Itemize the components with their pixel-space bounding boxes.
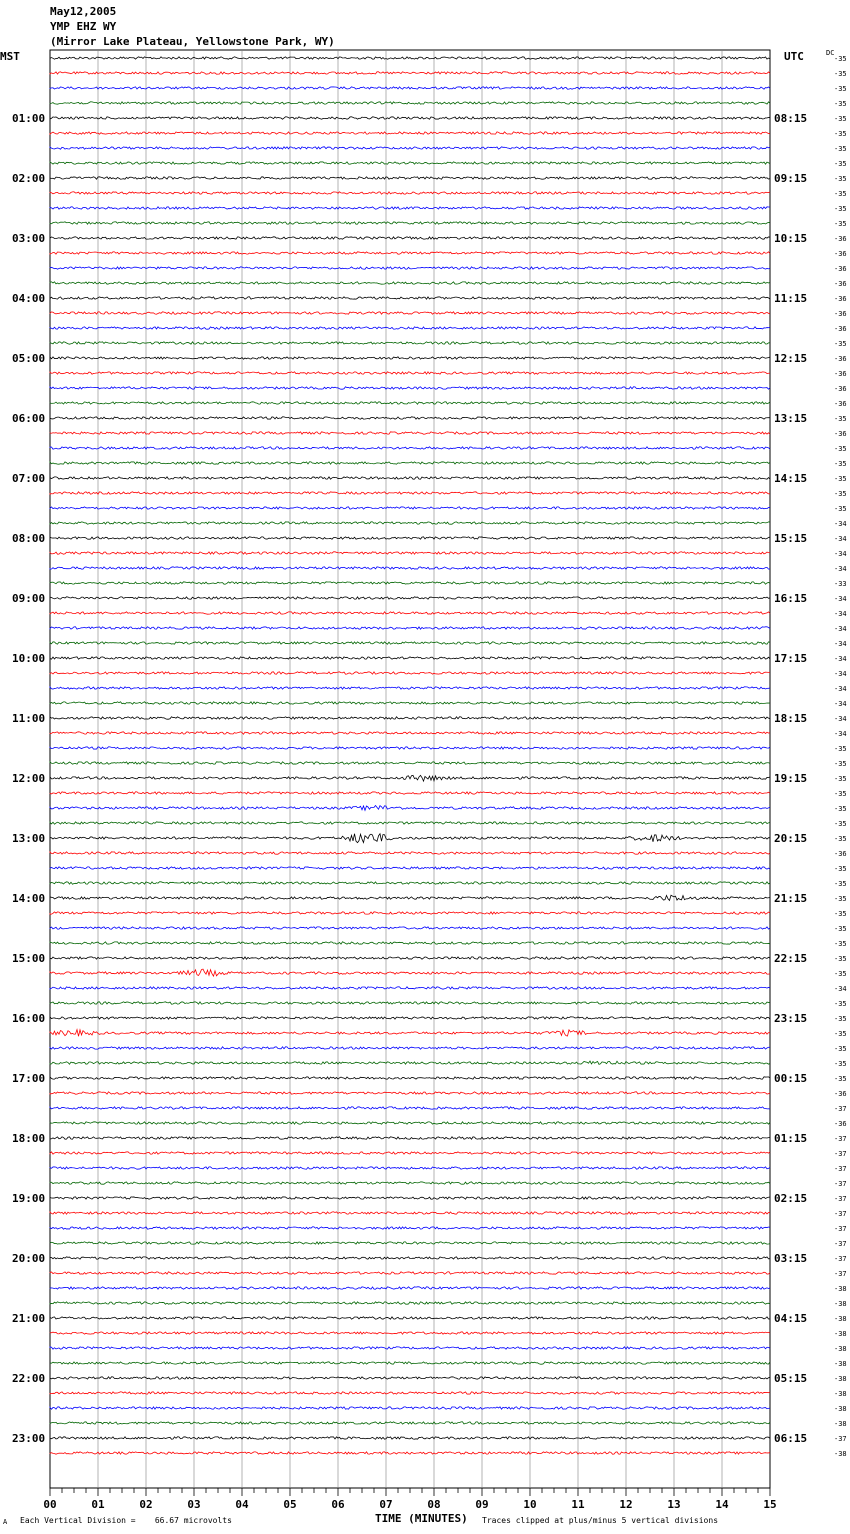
dc-offset-label: -37 bbox=[834, 1435, 847, 1443]
trace-row bbox=[50, 492, 770, 494]
right-hour-label: 11:15 bbox=[774, 292, 808, 305]
left-hour-label: 17:00 bbox=[12, 1072, 46, 1085]
trace-row bbox=[50, 792, 770, 794]
dc-offset-label: -35 bbox=[834, 925, 847, 933]
trace-row bbox=[50, 657, 770, 659]
trace-row bbox=[50, 702, 770, 704]
right-hour-label: 20:15 bbox=[774, 832, 808, 845]
trace-row bbox=[50, 1137, 770, 1139]
left-hour-label: 22:00 bbox=[12, 1372, 46, 1385]
dc-offset-label: -38 bbox=[834, 1345, 847, 1353]
dc-offset-label: -35 bbox=[834, 745, 847, 753]
dc-offset-label: -35 bbox=[834, 895, 847, 903]
left-hour-label: 04:00 bbox=[12, 292, 46, 305]
dc-offset-label: -36 bbox=[834, 850, 847, 858]
trace-row bbox=[50, 132, 770, 134]
trace-row bbox=[50, 805, 770, 810]
trace-row bbox=[50, 1437, 770, 1439]
dc-offset-label: -35 bbox=[834, 100, 847, 108]
trace-row bbox=[50, 1287, 770, 1289]
x-tick-label: 01 bbox=[91, 1498, 105, 1511]
trace-row bbox=[50, 387, 770, 389]
right-hour-label: 09:15 bbox=[774, 172, 808, 185]
x-tick-label: 12 bbox=[619, 1498, 633, 1511]
dc-offset-label: -35 bbox=[834, 865, 847, 873]
x-tick-label: 13 bbox=[667, 1498, 681, 1511]
trace-row bbox=[50, 402, 770, 404]
dc-offset-label: -35 bbox=[834, 505, 847, 513]
trace-row bbox=[50, 867, 770, 869]
dc-offset-label: -33 bbox=[834, 580, 847, 588]
dc-offset-label: -35 bbox=[834, 940, 847, 948]
dc-offset-label: -35 bbox=[834, 1030, 847, 1038]
trace-row bbox=[50, 1347, 770, 1349]
dc-offset-label: -36 bbox=[834, 250, 847, 258]
dc-offset-label: -38 bbox=[834, 1300, 847, 1308]
trace-row bbox=[50, 927, 770, 929]
trace-row bbox=[50, 942, 770, 944]
trace-row bbox=[50, 1302, 770, 1304]
clip-note: Traces clipped at plus/minus 5 vertical divisions bbox=[482, 1516, 719, 1525]
trace-row bbox=[50, 895, 770, 900]
dc-offset-label: -36 bbox=[834, 370, 847, 378]
trace-row bbox=[50, 672, 770, 674]
dc-offset-label: -35 bbox=[834, 790, 847, 798]
trace-row bbox=[50, 582, 770, 584]
dc-offset-label: -36 bbox=[834, 1090, 847, 1098]
dc-offset-label: -35 bbox=[834, 1075, 847, 1083]
dc-offset-label: -36 bbox=[834, 235, 847, 243]
trace-row bbox=[50, 1452, 770, 1454]
dc-offset-label: -35 bbox=[834, 1000, 847, 1008]
trace-row bbox=[50, 1017, 770, 1019]
dc-offset-label: -34 bbox=[834, 670, 847, 678]
dc-offset-label: -35 bbox=[834, 880, 847, 888]
dc-offset-label: -38 bbox=[834, 1420, 847, 1428]
dc-offset-label: -35 bbox=[834, 1060, 847, 1068]
dc-offset-label: -35 bbox=[834, 1045, 847, 1053]
left-hour-label: 23:00 bbox=[12, 1432, 46, 1445]
trace-row bbox=[50, 1377, 770, 1379]
dc-label: DC bbox=[826, 49, 835, 57]
trace-row bbox=[50, 762, 770, 764]
left-hour-label: 01:00 bbox=[12, 112, 46, 125]
right-hour-label: 21:15 bbox=[774, 892, 808, 905]
trace-row bbox=[50, 1407, 770, 1409]
x-tick-label: 04 bbox=[235, 1498, 249, 1511]
trace-row bbox=[50, 1227, 770, 1229]
left-hour-label: 19:00 bbox=[12, 1192, 46, 1205]
right-hour-label: 06:15 bbox=[774, 1432, 808, 1445]
dc-offset-label: -35 bbox=[834, 835, 847, 843]
left-hour-label: 21:00 bbox=[12, 1312, 46, 1325]
trace-row bbox=[50, 1317, 770, 1319]
left-hour-label: 14:00 bbox=[12, 892, 46, 905]
dc-offset-label: -35 bbox=[834, 775, 847, 783]
dc-offset-label: -34 bbox=[834, 550, 847, 558]
trace-row bbox=[50, 1030, 770, 1037]
left-hour-label: 10:00 bbox=[12, 652, 46, 665]
trace-row bbox=[50, 357, 770, 359]
trace-row bbox=[50, 537, 770, 539]
dc-offset-label: -38 bbox=[834, 1450, 847, 1458]
right-hour-label: 23:15 bbox=[774, 1012, 808, 1025]
station-location: (Mirror Lake Plateau, Yellowstone Park, WY) bbox=[50, 35, 335, 48]
trace-row bbox=[50, 117, 770, 119]
trace-row bbox=[50, 822, 770, 824]
trace-row bbox=[50, 312, 770, 314]
dc-offset-label: -37 bbox=[834, 1225, 847, 1233]
trace-row bbox=[50, 852, 770, 854]
dc-offset-label: -38 bbox=[834, 1405, 847, 1413]
dc-offset-label: -34 bbox=[834, 985, 847, 993]
trace-row bbox=[50, 1182, 770, 1184]
trace-row bbox=[50, 1212, 770, 1214]
trace-row bbox=[50, 834, 770, 843]
dc-offset-label: -38 bbox=[834, 1375, 847, 1383]
right-timezone-label: UTC bbox=[784, 50, 804, 63]
dc-offset-label: -36 bbox=[834, 295, 847, 303]
dc-offset-label: -34 bbox=[834, 715, 847, 723]
trace-row bbox=[50, 222, 770, 224]
right-hour-label: 18:15 bbox=[774, 712, 808, 725]
x-tick-label: 07 bbox=[379, 1498, 393, 1511]
right-hour-label: 13:15 bbox=[774, 412, 808, 425]
trace-row bbox=[50, 1002, 770, 1004]
right-hour-label: 00:15 bbox=[774, 1072, 808, 1085]
dc-offset-label: -35 bbox=[834, 970, 847, 978]
trace-row bbox=[50, 507, 770, 509]
dc-offset-label: -36 bbox=[834, 1120, 847, 1128]
trace-row bbox=[50, 192, 770, 194]
trace-row bbox=[50, 147, 770, 149]
dc-offset-label: -35 bbox=[834, 820, 847, 828]
left-hour-label: 03:00 bbox=[12, 232, 46, 245]
trace-row bbox=[50, 747, 770, 749]
dc-offset-label: -35 bbox=[834, 85, 847, 93]
dc-offset-label: -35 bbox=[834, 340, 847, 348]
dc-offset-label: -37 bbox=[834, 1240, 847, 1248]
dc-offset-label: -35 bbox=[834, 220, 847, 228]
trace-row bbox=[50, 267, 770, 269]
dc-offset-label: -36 bbox=[834, 385, 847, 393]
trace-row bbox=[50, 957, 770, 959]
left-hour-label: 15:00 bbox=[12, 952, 46, 965]
dc-offset-label: -37 bbox=[834, 1105, 847, 1113]
x-tick-label: 15 bbox=[763, 1498, 777, 1511]
right-hour-label: 03:15 bbox=[774, 1252, 808, 1265]
dc-offset-label: -35 bbox=[834, 910, 847, 918]
right-hour-label: 10:15 bbox=[774, 232, 808, 245]
dc-offset-label: -36 bbox=[834, 310, 847, 318]
dc-offset-label: -35 bbox=[834, 445, 847, 453]
left-timezone-label: MST bbox=[0, 50, 20, 63]
trace-row bbox=[50, 882, 770, 884]
trace-row bbox=[50, 237, 770, 239]
left-hour-label: 13:00 bbox=[12, 832, 46, 845]
station-code: YMP EHZ WY bbox=[50, 20, 117, 33]
dc-offset-label: -35 bbox=[834, 175, 847, 183]
dc-offset-label: -36 bbox=[834, 265, 847, 273]
trace-row bbox=[50, 1122, 770, 1124]
dc-offset-label: -36 bbox=[834, 430, 847, 438]
dc-offset-label: -34 bbox=[834, 640, 847, 648]
dc-offset-label: -38 bbox=[834, 1285, 847, 1293]
dc-offset-label: -35 bbox=[834, 70, 847, 78]
left-hour-label: 09:00 bbox=[12, 592, 46, 605]
left-hour-label: 05:00 bbox=[12, 352, 46, 365]
trace-row bbox=[50, 969, 770, 976]
trace-row bbox=[50, 477, 770, 479]
trace-row bbox=[50, 177, 770, 179]
dc-offset-label: -34 bbox=[834, 535, 847, 543]
left-hour-label: 16:00 bbox=[12, 1012, 46, 1025]
trace-row bbox=[50, 612, 770, 614]
dc-offset-label: -35 bbox=[834, 955, 847, 963]
x-tick-label: 10 bbox=[523, 1498, 537, 1511]
dc-offset-label: -35 bbox=[834, 115, 847, 123]
x-tick-label: 03 bbox=[187, 1498, 201, 1511]
trace-row bbox=[50, 775, 770, 781]
dc-offset-label: -36 bbox=[834, 355, 847, 363]
dc-offset-label: -38 bbox=[834, 1390, 847, 1398]
x-tick-label: 06 bbox=[331, 1498, 345, 1511]
dc-offset-label: -37 bbox=[834, 1270, 847, 1278]
dc-offset-label: -37 bbox=[834, 1135, 847, 1143]
trace-row bbox=[50, 1257, 770, 1259]
trace-row bbox=[50, 1422, 770, 1424]
trace-row bbox=[50, 732, 770, 734]
trace-row bbox=[50, 687, 770, 689]
x-tick-label: 11 bbox=[571, 1498, 585, 1511]
right-hour-label: 04:15 bbox=[774, 1312, 808, 1325]
dc-offset-label: -35 bbox=[834, 190, 847, 198]
right-hour-label: 16:15 bbox=[774, 592, 808, 605]
left-hour-label: 11:00 bbox=[12, 712, 46, 725]
trace-row bbox=[50, 987, 770, 989]
dc-offset-label: -35 bbox=[834, 205, 847, 213]
trace-row bbox=[50, 252, 770, 254]
x-tick-label: 09 bbox=[475, 1498, 489, 1511]
x-tick-label: 05 bbox=[283, 1498, 297, 1511]
trace-row bbox=[50, 1167, 770, 1169]
plot-date: May12,2005 bbox=[50, 5, 117, 18]
dc-offset-label: -34 bbox=[834, 685, 847, 693]
dc-offset-label: -35 bbox=[834, 490, 847, 498]
trace-row bbox=[50, 342, 770, 344]
dc-offset-label: -36 bbox=[834, 400, 847, 408]
dc-offset-label: -34 bbox=[834, 655, 847, 663]
trace-row bbox=[50, 1362, 770, 1364]
dc-offset-label: -35 bbox=[834, 805, 847, 813]
trace-row bbox=[50, 597, 770, 599]
dc-offset-label: -38 bbox=[834, 1315, 847, 1323]
dc-offset-label: -37 bbox=[834, 1165, 847, 1173]
dc-offset-label: -35 bbox=[834, 760, 847, 768]
trace-row bbox=[50, 162, 770, 164]
x-tick-label: 14 bbox=[715, 1498, 729, 1511]
x-tick-label: 02 bbox=[139, 1498, 153, 1511]
dc-offset-label: -35 bbox=[834, 415, 847, 423]
right-hour-label: 19:15 bbox=[774, 772, 808, 785]
trace-row bbox=[50, 1152, 770, 1154]
trace-row bbox=[50, 1107, 770, 1109]
trace-row bbox=[50, 522, 770, 524]
trace-row bbox=[50, 372, 770, 374]
dc-offset-label: -34 bbox=[834, 700, 847, 708]
x-tick-label: 08 bbox=[427, 1498, 441, 1511]
trace-row bbox=[50, 627, 770, 629]
dc-offset-label: -35 bbox=[834, 475, 847, 483]
dc-offset-label: -36 bbox=[834, 325, 847, 333]
trace-row bbox=[50, 297, 770, 299]
trace-row bbox=[50, 1047, 770, 1049]
corner-mark: A bbox=[3, 1518, 8, 1526]
left-hour-label: 08:00 bbox=[12, 532, 46, 545]
trace-row bbox=[50, 447, 770, 449]
right-hour-label: 05:15 bbox=[774, 1372, 808, 1385]
dc-offset-label: -34 bbox=[834, 610, 847, 618]
left-hour-label: 20:00 bbox=[12, 1252, 46, 1265]
trace-row bbox=[50, 207, 770, 209]
dc-offset-label: -37 bbox=[834, 1255, 847, 1263]
trace-row bbox=[50, 327, 770, 329]
trace-row bbox=[50, 1197, 770, 1199]
dc-offset-label: -38 bbox=[834, 1360, 847, 1368]
dc-offset-label: -37 bbox=[834, 1150, 847, 1158]
dc-offset-label: -34 bbox=[834, 520, 847, 528]
dc-offset-label: -35 bbox=[834, 460, 847, 468]
trace-row bbox=[50, 1272, 770, 1274]
trace-row bbox=[50, 642, 770, 644]
dc-offset-label: -38 bbox=[834, 1330, 847, 1338]
trace-row bbox=[50, 282, 770, 284]
left-hour-label: 02:00 bbox=[12, 172, 46, 185]
dc-offset-label: -37 bbox=[834, 1195, 847, 1203]
trace-row bbox=[50, 717, 770, 719]
dc-offset-label: -34 bbox=[834, 730, 847, 738]
right-hour-label: 01:15 bbox=[774, 1132, 808, 1145]
trace-row bbox=[50, 462, 770, 464]
dc-offset-label: -35 bbox=[834, 160, 847, 168]
left-hour-label: 06:00 bbox=[12, 412, 46, 425]
dc-offset-label: -35 bbox=[834, 1015, 847, 1023]
right-hour-label: 17:15 bbox=[774, 652, 808, 665]
left-hour-label: 18:00 bbox=[12, 1132, 46, 1145]
trace-row bbox=[50, 417, 770, 419]
left-hour-label: 12:00 bbox=[12, 772, 46, 785]
left-hour-label: 07:00 bbox=[12, 472, 46, 485]
dc-offset-label: -34 bbox=[834, 595, 847, 603]
right-hour-label: 12:15 bbox=[774, 352, 808, 365]
dc-offset-label: -36 bbox=[834, 280, 847, 288]
trace-row bbox=[50, 567, 770, 569]
trace-row bbox=[50, 1092, 770, 1094]
right-hour-label: 22:15 bbox=[774, 952, 808, 965]
right-hour-label: 08:15 bbox=[774, 112, 808, 125]
trace-row bbox=[50, 1332, 770, 1334]
vertical-scale-note: Each Vertical Division = 66.67 microvolts bbox=[20, 1516, 232, 1525]
right-hour-label: 14:15 bbox=[774, 472, 808, 485]
trace-row bbox=[50, 912, 770, 914]
dc-offset-label: -35 bbox=[834, 145, 847, 153]
trace-row bbox=[50, 1077, 770, 1079]
trace-row bbox=[50, 57, 770, 59]
trace-row bbox=[50, 1242, 770, 1244]
dc-offset-label: -37 bbox=[834, 1210, 847, 1218]
dc-offset-label: -34 bbox=[834, 625, 847, 633]
dc-offset-label: -37 bbox=[834, 1180, 847, 1188]
x-tick-label: 00 bbox=[43, 1498, 57, 1511]
trace-row bbox=[50, 72, 770, 74]
trace-row bbox=[50, 87, 770, 89]
dc-offset-label: -35 bbox=[834, 130, 847, 138]
trace-row bbox=[50, 1061, 770, 1064]
right-hour-label: 02:15 bbox=[774, 1192, 808, 1205]
x-axis-title: TIME (MINUTES) bbox=[375, 1512, 468, 1525]
dc-offset-label: -35 bbox=[834, 55, 847, 63]
trace-row bbox=[50, 432, 770, 434]
dc-offset-label: -34 bbox=[834, 565, 847, 573]
right-hour-label: 15:15 bbox=[774, 532, 808, 545]
trace-row bbox=[50, 552, 770, 554]
trace-row bbox=[50, 1392, 770, 1394]
trace-row bbox=[50, 102, 770, 104]
